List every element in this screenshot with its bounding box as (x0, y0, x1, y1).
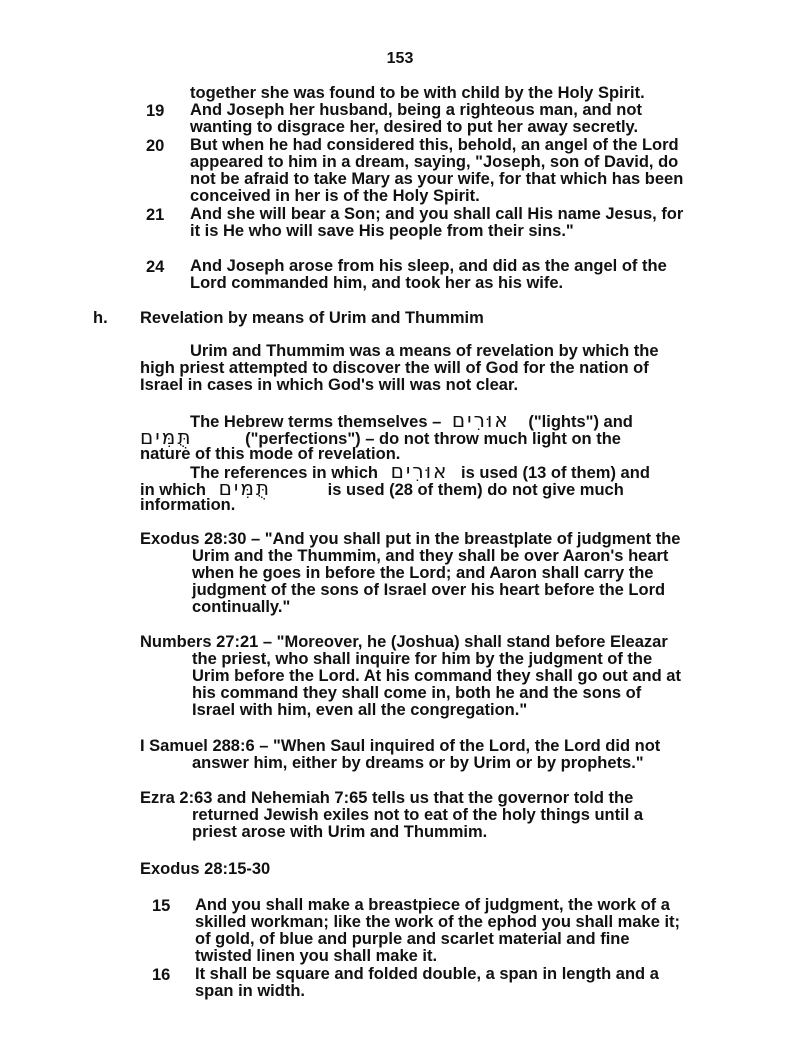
verse-number-16: 16 (152, 966, 171, 984)
terms-line-3: nature of this mode of revelation. (140, 445, 401, 463)
verse-19-line-1: And Joseph her husband, being a righteous man, and not (190, 101, 642, 119)
numbers-27-21-line-4: his command they shall come in, both he and the sons of (192, 684, 642, 702)
ezra-line-2: returned Jewish exiles not to eat of the holy things until a (192, 806, 644, 824)
in-which-text: in which (140, 481, 206, 499)
intro-line-3: Israel in cases in which God's will was not clear. (140, 376, 519, 394)
verse-20-line-4: conceived in her is of the Holy Spirit. (190, 187, 480, 205)
exodus-28-30-line-3: when he goes in before the Lord; and Aaron shall carry the (192, 564, 654, 582)
verse-15-line-1: And you shall make a breastpiece of judgment, the work of a (195, 896, 670, 914)
ezra-line-1: Ezra 2:63 and Nehemiah 7:65 tells us that the governor told the (140, 789, 634, 807)
verse-20-line-3: not be afraid to take Mary as your wife, for that which has been (190, 170, 684, 188)
lights-gloss: ("lights") and (528, 413, 633, 431)
numbers-27-21-line-5: Israel with him, even all the congregation." (192, 701, 528, 719)
exodus-28-15-30-heading: Exodus 28:15-30 (140, 860, 271, 878)
thummim-hebrew-word-2: תֻּמִּים (218, 476, 272, 500)
verse-24-line-2: Lord commanded him, and took her as his wife. (190, 274, 564, 292)
exodus-28-30-line-1: Exodus 28:30 – "And you shall put in the breastplate of judgment the (140, 530, 681, 548)
urim-hebrew-word-2: אוּרִים (390, 459, 449, 483)
verse-16-line-1: It shall be square and folded double, a span in length and a (195, 965, 659, 983)
thummim-count-text: is used (28 of them) do not give much (327, 481, 624, 499)
verse-15-line-2: skilled workman; like the work of the ephod you shall make it; (195, 913, 681, 931)
samuel-line-2: answer him, either by dreams or by Urim or by prophets." (192, 754, 644, 772)
numbers-27-21-line-3: Urim before the Lord. At his command they shall go out and at (192, 667, 681, 685)
verse-number-24: 24 (146, 258, 165, 276)
verse-number-21: 21 (146, 206, 165, 224)
numbers-27-21-line-2: the priest, who shall inquire for him by the judgment of the (192, 650, 653, 668)
thummim-hebrew-word: תֻּמִּים (140, 425, 193, 449)
verse-number-15: 15 (152, 897, 171, 915)
verse-16-line-2: span in width. (195, 982, 305, 1000)
numbers-27-21-line-1: Numbers 27:21 – "Moreover, he (Joshua) shall stand before Eleazar (140, 633, 668, 651)
intro-line-2: high priest attempted to discover the will of God for the nation of (140, 359, 649, 377)
verse-24-line-1: And Joseph arose from his sleep, and did as the angel of the (190, 257, 667, 275)
exodus-28-30-line-5: continually." (192, 598, 291, 616)
matt-continuation-line: together she was found to be with child by the Holy Spirit. (190, 84, 645, 102)
urim-count-text: is used (13 of them) and (461, 464, 650, 482)
verse-21-line-2: it is He who will save His people from their sins." (190, 222, 574, 240)
exodus-28-30-line-2: Urim and the Thummim, and they shall be over Aaron's heart (192, 547, 669, 565)
verse-19-line-2: wanting to disgrace her, desired to put her away secretly. (190, 118, 639, 136)
verse-15-line-4: twisted linen you shall make it. (195, 947, 438, 965)
terms-line-6: information. (140, 496, 236, 514)
ezra-line-3: priest arose with Urim and Thummim. (192, 823, 488, 841)
verse-20-line-2: appeared to him in a dream, saying, "Joseph, son of David, do (190, 153, 679, 171)
page-number: 153 (386, 50, 414, 67)
verse-20-line-1: But when he had considered this, behold, an angel of the Lord (190, 136, 679, 154)
samuel-line-1: I Samuel 288:6 – "When Saul inquired of the Lord, the Lord did not (140, 737, 661, 755)
terms-line-1-text: The Hebrew terms themselves – (190, 413, 442, 431)
exodus-28-30-line-4: judgment of the sons of Israel over his heart before the Lord (192, 581, 666, 599)
verse-number-19: 19 (146, 102, 165, 120)
verse-number-20: 20 (146, 137, 165, 155)
verse-21-line-1: And she will bear a Son; and you shall call His name Jesus, for (190, 205, 684, 223)
references-text: The references in which (190, 464, 378, 482)
perfections-gloss: ("perfections") – do not throw much light on the (245, 430, 621, 448)
intro-line-1: Urim and Thummim was a means of revelation by which the (190, 342, 659, 360)
section-title: Revelation by means of Urim and Thummim (140, 309, 484, 327)
verse-15-line-3: of gold, of blue and purple and scarlet material and fine (195, 930, 630, 948)
section-letter: h. (93, 309, 108, 327)
urim-hebrew-word: אוּרִים (451, 408, 510, 432)
